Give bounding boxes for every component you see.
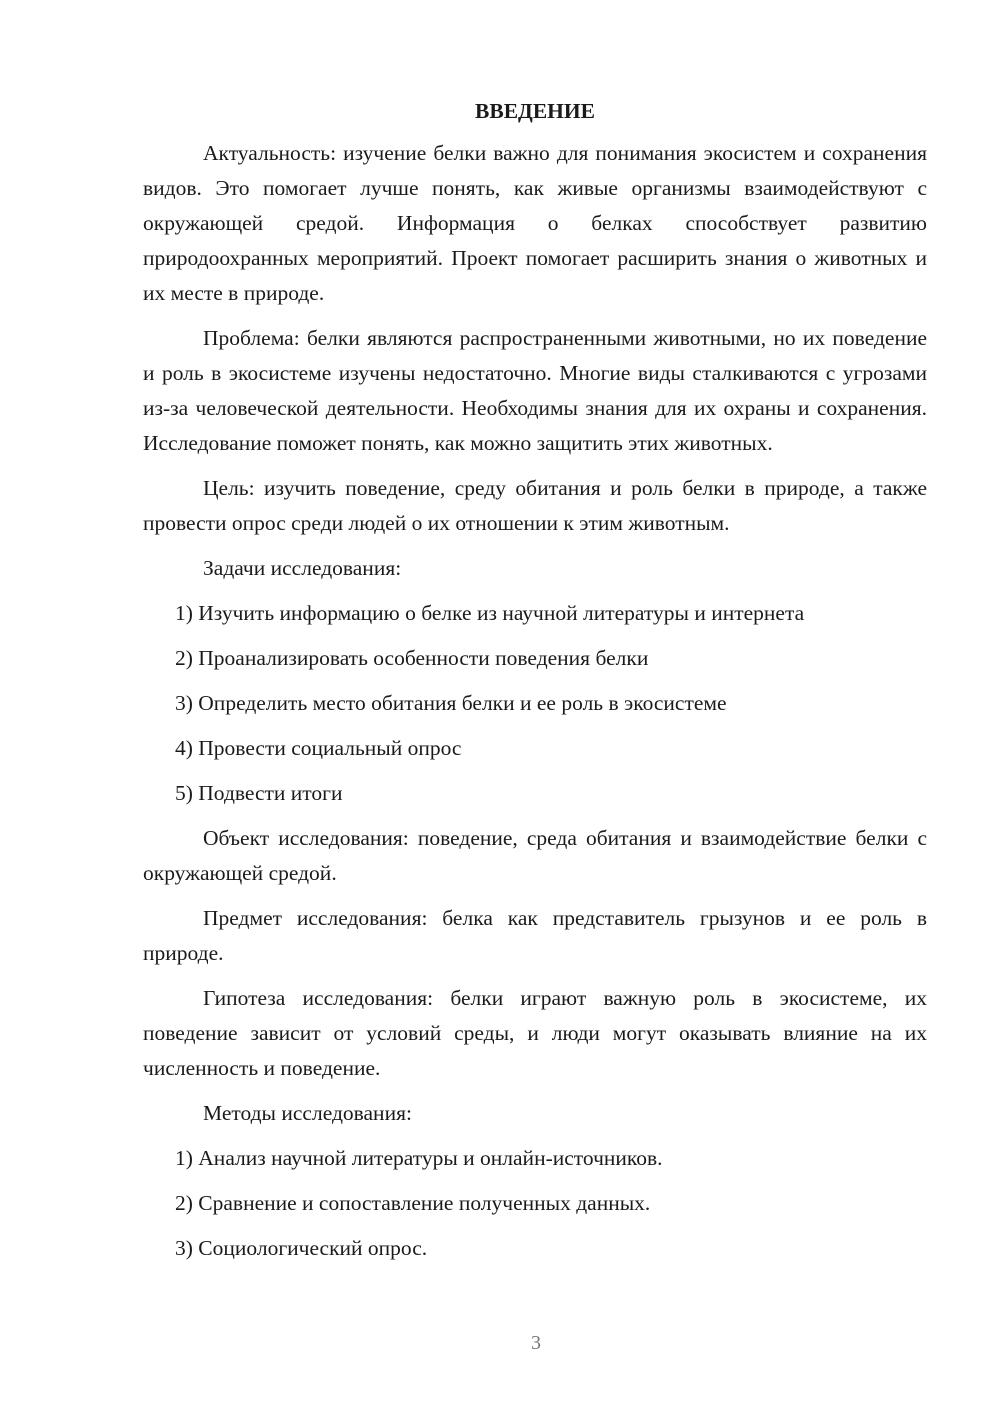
tasks-label: Задачи исследования:	[203, 556, 402, 580]
section-heading: ВВЕДЕНИЕ	[475, 99, 595, 123]
list-item: 1) Изучить информацию о белке из научной литературы и интернета	[175, 601, 805, 625]
list-item: 2) Проанализировать особенности поведения белки	[175, 646, 649, 670]
relevance-paragraph: Актуальность: изучение белки важно для понимания экосистем и сохранения видов. Это помогает лучше понять, как живые организмы взаимодействуют с окружающей средой. Информация о белках способствует развитию природоохранных мероприятий. Проект помогает расширить знания о животных и их месте в природе.	[143, 141, 927, 305]
list-item: 5) Подвести итоги	[175, 781, 343, 805]
document-page	[143, 92, 927, 1276]
hypothesis-paragraph: Гипотеза исследования: белки играют важную роль в экосистеме, их поведение зависит от условий среды, и люди могут оказывать влияние на их численность и поведение.	[143, 986, 927, 1080]
list-item: 3) Определить место обитания белки и ее роль в экосистеме	[175, 691, 727, 715]
object-paragraph: Объект исследования: поведение, среда обитания и взаимодействие белки с окружающей средой.	[143, 826, 927, 885]
tasks-list	[143, 596, 927, 811]
subject-paragraph: Предмет исследования: белка как представитель грызунов и ее роль в природе.	[143, 906, 927, 965]
methods-label: Методы исследования:	[203, 1101, 412, 1125]
goal-paragraph: Цель: изучить поведение, среду обитания и роль белки в природе, а также провести опрос среди людей о их отношении к этим животным.	[143, 476, 927, 535]
methods-list	[143, 1141, 927, 1266]
problem-paragraph: Проблема: белки являются распространенными животными, но их поведение и роль в экосистеме изучены недостаточно. Многие виды сталкиваются с угрозами из-за человеческой деятельности. Необходимы знания для их охраны и сохранения. Исследование поможет понять, как можно защитить этих животных.	[143, 326, 927, 455]
page-number: 3	[531, 1332, 541, 1354]
list-item: 1) Анализ научной литературы и онлайн-источников.	[175, 1146, 663, 1170]
list-item: 4) Провести социальный опрос	[175, 736, 462, 760]
list-item: 3) Социологический опрос.	[175, 1236, 428, 1260]
list-item: 2) Сравнение и сопоставление полученных данных.	[175, 1191, 651, 1215]
